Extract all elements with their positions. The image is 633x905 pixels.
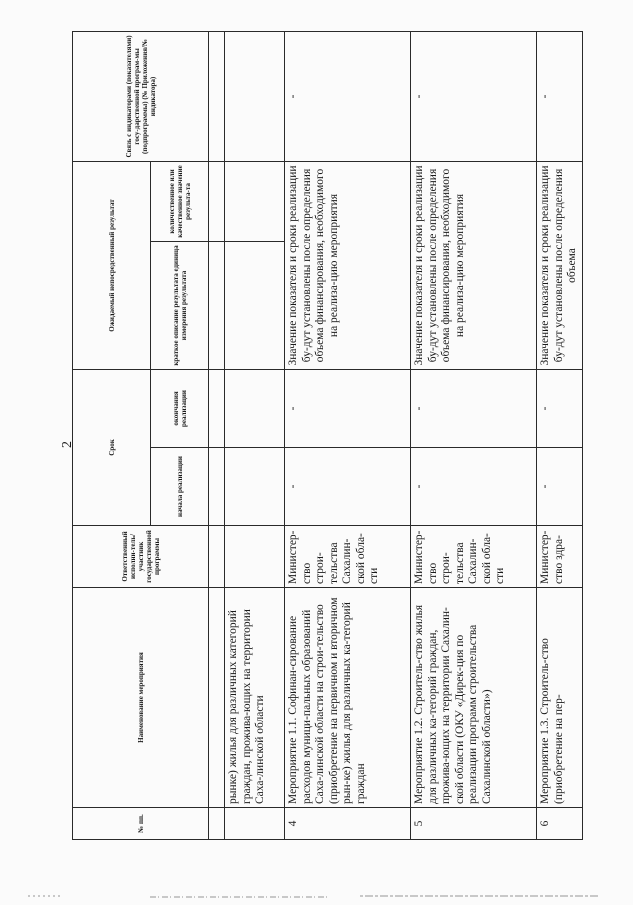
row-end: - [537,369,583,447]
row-responsible [225,526,285,588]
header-num: № пп. [73,808,209,840]
rotated-page [72,32,578,840]
row-end: - [411,369,537,447]
header-result-desc: краткое описание результата единица измерения результата [151,241,209,369]
table-row [225,31,285,839]
header-row [73,31,151,839]
row-name: Мероприятие 1.3. Строитель-ство (приобретение на пер- [537,588,583,808]
row-link [225,31,285,161]
header-result: Ожидаемый непосредственный результат [73,161,151,369]
row-start: - [537,448,583,526]
header-term: Срок [73,369,151,525]
scan-artifacts [0,890,633,902]
row-end [225,369,285,447]
row-responsible: Министер-ство строи-тельства Сахалин-ской обла-сти [411,526,537,588]
row-name: Мероприятие 1.1. Софинан-сирование расходов муници-пальных образований Саха-линской области на строи-тельство (приобретение на первичном и вторичном рын-ке) жилья для различных ка-тегорий граждан [285,588,411,808]
activities-table [72,31,583,840]
row-result [225,241,285,369]
header-term-start: начала реализации [151,448,209,526]
row-link: - [537,31,583,161]
row-result: Значение показателя и сроки реализации бу-дут установлены после определения объема [537,161,583,369]
row-name: Мероприятие 1.2. Строитель-ство жилья для различных ка-тегорий граждан, прожива-ющих на территории Сахалин-ской области (ОКУ «Дирек-ция по реализации программ строительства Сахалинской области») [411,588,537,808]
header-link: Связь с индикаторами (показателями) госу-дарственной програм-мы (подпрограммы) (№ Приложения/№ индикатора) [73,31,209,161]
row-link: - [285,31,411,161]
row-link: - [411,31,537,161]
header-responsible: Ответственный исполни-тель/участник государственной программы [73,526,209,588]
blank-row [209,31,225,839]
row-num: 4 [285,808,411,840]
header-name: Наименование мероприятия [73,588,209,808]
table-row [285,31,411,839]
row-start [225,448,285,526]
row-start: - [285,448,411,526]
table-row [411,31,537,839]
row-num: 6 [537,808,583,840]
header-term-end: окончания реализации [151,369,209,447]
row-responsible: Министер-ство здра- [537,526,583,588]
row-value [225,161,285,241]
row-num: 5 [411,808,537,840]
row-name: рынке) жилья для различных категорий граждан, прожива-ющих на территории Саха-линской области [225,588,285,808]
header-result-value: количественное или качественное значение результа-та [151,161,209,241]
row-responsible: Министер-ство строи-тельства Сахалин-ской обла-сти [285,526,411,588]
table-row [537,31,583,839]
row-start: - [411,448,537,526]
row-result: Значение показателя и сроки реализации бу-дут установлены после определения объема финансирования, необходимого на реализа-цию мероприятия [285,161,411,369]
row-end: - [285,369,411,447]
page-number: 2 [60,441,75,448]
row-result: Значение показателя и сроки реализации бу-дут установлены после определения объема финансирования, необходимого на реализа-цию мероприятия [411,161,537,369]
row-num [225,808,285,840]
